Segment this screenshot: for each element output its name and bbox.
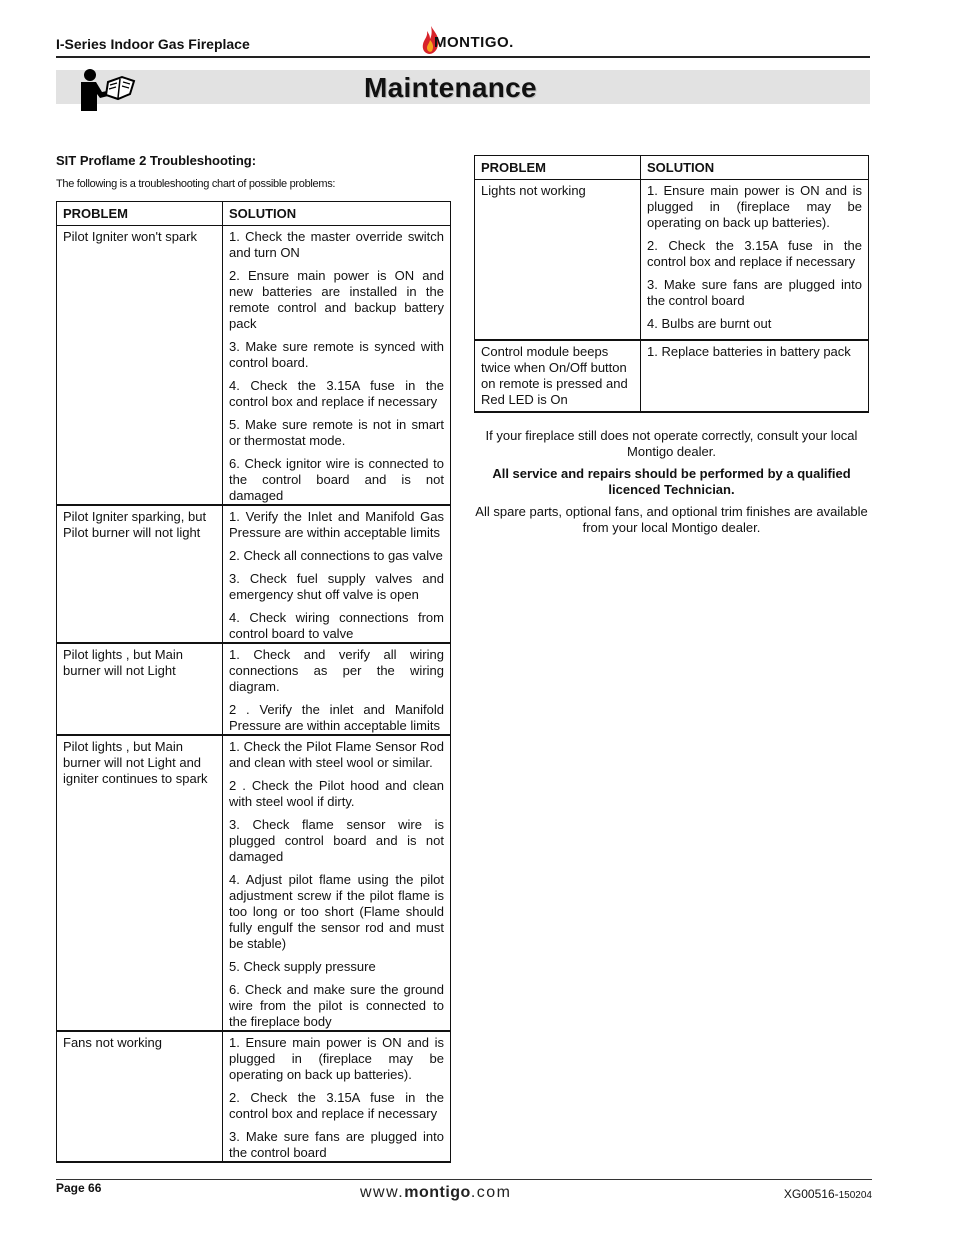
solution-step: 3. Make sure fans are plugged into the control board <box>647 277 862 308</box>
solution-cell <box>223 226 451 506</box>
table-row <box>475 340 869 412</box>
problem-cell: Pilot Igniter sparking, but Pilot burner will not light <box>57 505 223 643</box>
header-divider <box>56 56 870 58</box>
solution-cell <box>641 180 869 340</box>
problem-header: PROBLEM <box>475 156 641 180</box>
document-title: I-Series Indoor Gas Fireplace <box>56 36 250 52</box>
website-url: www.montigo.com <box>360 1184 512 1201</box>
troubleshooting-table-right <box>474 155 869 413</box>
document-code: XG00516-150204 <box>783 1187 872 1201</box>
problem-cell: Fans not working <box>57 1031 223 1162</box>
solution-step: 4. Adjust pilot flame using the pilot adjustment screw if the pilot flame is too long or too short (Flame should fully engulf the sensor rod and must be stable) <box>229 872 444 951</box>
solution-step: 3. Check fuel supply valves and emergency shut off valve is open <box>229 571 444 602</box>
table-row <box>57 643 451 735</box>
solution-step: 3. Make sure remote is synced with control board. <box>229 339 444 370</box>
solution-step: 4. Check the 3.15A fuse in the control box and replace if necessary <box>229 378 444 409</box>
solution-step: 6. Check and make sure the ground wire from the pilot is connected to the fireplace body <box>229 982 444 1029</box>
problem-cell: Control module beeps twice when On/Off button on remote is pressed and Red LED is On <box>475 340 641 412</box>
problem-cell: Pilot lights , but Main burner will not Light <box>57 643 223 735</box>
solution-step: 3. Check flame sensor wire is plugged control board and is not damaged <box>229 817 444 864</box>
solution-step: 1. Ensure main power is ON and is plugged in (fireplace may be operating on back up batteries). <box>647 183 862 230</box>
solution-step: 2. Check the 3.15A fuse in the control box and replace if necessary <box>229 1090 444 1121</box>
page-title: Maintenance <box>364 72 537 103</box>
solution-cell <box>223 643 451 735</box>
solution-step: 4. Check wiring connections from control board to valve <box>229 610 444 641</box>
problem-cell: Pilot lights , but Main burner will not Light and igniter continues to spark <box>57 735 223 1031</box>
solution-header: SOLUTION <box>641 156 869 180</box>
solution-step: 4. Bulbs are burnt out <box>647 316 772 331</box>
problem-header: PROBLEM <box>57 202 223 226</box>
consult-dealer-note: If your fireplace still does not operate correctly, consult your local Montigo dealer. <box>485 428 858 459</box>
solution-step: 5. Check supply pressure <box>229 959 376 974</box>
logo-wordmark: MONTIGO. <box>434 34 514 51</box>
table-row <box>57 505 451 643</box>
solution-step: 1. Verify the Inlet and Manifold Gas Pressure are within acceptable limits <box>229 509 444 540</box>
solution-cell <box>223 1031 451 1162</box>
solution-step: 5. Make sure remote is not in smart or thermostat mode. <box>229 417 444 448</box>
solution-cell <box>223 505 451 643</box>
solution-cell <box>223 735 451 1031</box>
solution-step: 2 . Check the Pilot hood and clean with steel wool if dirty. <box>229 778 444 809</box>
solution-header: SOLUTION <box>223 202 451 226</box>
solution-step: 2. Check all connections to gas valve <box>229 548 443 563</box>
troubleshooting-table-left <box>56 201 451 1163</box>
solution-step: 3. Make sure fans are plugged into the control board <box>229 1129 444 1160</box>
person-reading-manual-icon <box>76 68 136 112</box>
section-heading: SIT Proflame 2 Troubleshooting: <box>56 153 257 168</box>
service-warning: All service and repairs should be performed by a qualified licenced Technician. <box>492 466 851 497</box>
intro-text: The following is a troubleshooting chart of possible problems: <box>56 178 336 190</box>
solution-step: 2 . Verify the inlet and Manifold Pressure are within acceptable limits <box>229 702 444 733</box>
montigo-logo <box>418 25 518 55</box>
solution-step: 2. Ensure main power is ON and new batteries are installed in the remote control and backup battery pack <box>229 268 444 331</box>
table-row <box>57 1031 451 1162</box>
table-row <box>57 735 451 1031</box>
spare-parts-note: All spare parts, optional fans, and optional trim finishes are available from your local Montigo dealer. <box>475 504 868 535</box>
solution-step: 6. Check ignitor wire is connected to the control board and is not damaged <box>229 456 444 503</box>
solution-step: 1. Replace batteries in battery pack <box>647 343 851 359</box>
page-number: Page 66 <box>56 1181 102 1195</box>
solution-step: 1. Check the Pilot Flame Sensor Rod and clean with steel wool or similar. <box>229 739 444 770</box>
solution-step: 1. Ensure main power is ON and is plugged in (fireplace may be operating on back up batteries). <box>229 1035 444 1082</box>
section-banner <box>56 70 870 104</box>
table-row <box>475 180 869 340</box>
table-row <box>57 226 451 506</box>
solution-cell <box>641 340 869 412</box>
solution-step: 1. Check the master override switch and turn ON <box>229 229 444 260</box>
problem-cell: Lights not working <box>475 180 641 340</box>
solution-step: 1. Check and verify all wiring connections as per the wiring diagram. <box>229 647 444 694</box>
solution-step: 2. Check the 3.15A fuse in the control box and replace if necessary <box>647 238 862 269</box>
footer-divider <box>56 1179 872 1180</box>
problem-cell: Pilot Igniter won't spark <box>57 226 223 506</box>
